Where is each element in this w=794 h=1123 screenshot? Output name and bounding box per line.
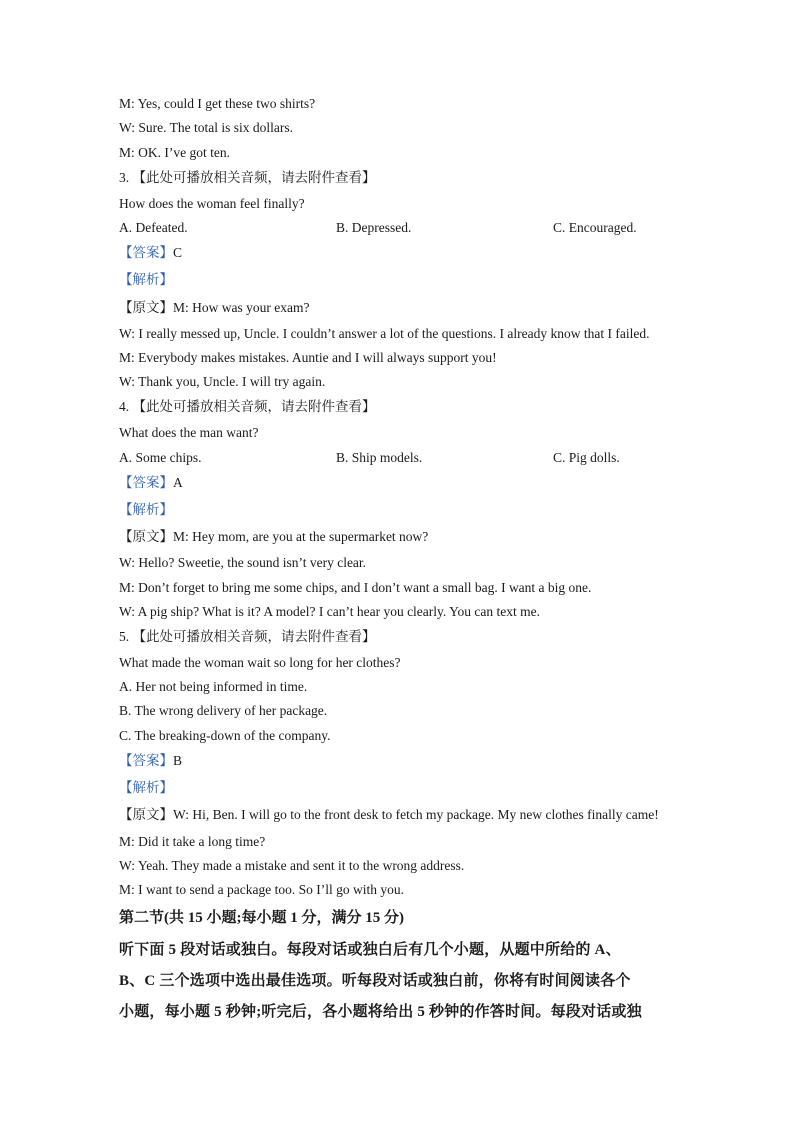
- analysis-label: 【解析】: [119, 502, 173, 517]
- answer-row: [119, 752, 182, 770]
- transcript-line: W: Thank you, Uncle. I will try again.: [119, 374, 326, 389]
- transcript-line: W: Hello? Sweetie, the sound isn’t very clear.: [119, 555, 367, 570]
- transcript-line: [119, 528, 428, 546]
- option-c: C. Pig dolls.: [553, 450, 620, 465]
- answer-value: A: [173, 475, 183, 490]
- analysis-label: 【解析】: [119, 272, 173, 287]
- dialogue-line: W: Sure. The total is six dollars.: [119, 120, 293, 135]
- transcript-line: W: Yeah. They made a mistake and sent it to the wrong address.: [119, 858, 465, 873]
- answer-label: 【答案】: [119, 475, 173, 490]
- dialogue-line: M: OK. I’ve got ten.: [119, 145, 230, 160]
- transcript-text: M: Hey mom, are you at the supermarket now?: [173, 529, 429, 544]
- option-c: C. The breaking-down of the company.: [119, 728, 331, 743]
- original-label: 【原文】: [119, 529, 173, 544]
- transcript-text: W: Hi, Ben. I will go to the front desk to fetch my package. My new clothes finally came!: [173, 807, 659, 822]
- transcript-line: M: Did it take a long time?: [119, 834, 266, 849]
- answer-row: [119, 244, 182, 262]
- transcript-line: M: Don’t forget to bring me some chips, and I don’t want a small bag. I want a big one.: [119, 580, 592, 595]
- option-a: A. Defeated.: [119, 220, 188, 235]
- original-label: 【原文】: [119, 807, 173, 822]
- instruction-line: B、C 三个选项中选出最佳选项。听每段对话或独白前，你将有时间阅读各个: [119, 973, 631, 989]
- question-text: How does the woman feel finally?: [119, 196, 305, 211]
- question-header: 5. 【此处可播放相关音频，请去附件查看】: [119, 629, 376, 644]
- transcript-line: W: I really messed up, Uncle. I couldn’t answer a lot of the questions. I already know that I failed.: [119, 326, 650, 341]
- question-text: What does the man want?: [119, 425, 259, 440]
- transcript-line: [119, 806, 659, 824]
- transcript-text: M: How was your exam?: [173, 300, 310, 315]
- transcript-line: M: I want to send a package too. So I’ll go with you.: [119, 882, 404, 897]
- original-label: 【原文】: [119, 300, 173, 315]
- instruction-line: 听下面 5 段对话或独白。每段对话或独白后有几个小题，从题中所给的 A、: [119, 942, 621, 958]
- section-title: 第二节(共 15 小题;每小题 1 分，满分 15 分): [119, 910, 404, 926]
- option-b: B. Depressed.: [336, 220, 412, 235]
- analysis-label: 【解析】: [119, 780, 173, 795]
- instruction-line: 小题，每小题 5 秒钟;听完后，各小题将给出 5 秒钟的作答时间。每段对话或独: [119, 1004, 642, 1020]
- option-a: A. Her not being informed in time.: [119, 679, 308, 694]
- answer-value: B: [173, 753, 183, 768]
- question-header: 4. 【此处可播放相关音频，请去附件查看】: [119, 399, 376, 414]
- option-b: B. The wrong delivery of her package.: [119, 703, 328, 718]
- transcript-line: [119, 299, 309, 317]
- answer-label: 【答案】: [119, 245, 173, 260]
- option-c: C. Encouraged.: [553, 220, 637, 235]
- answer-value: C: [173, 245, 183, 260]
- transcript-line: W: A pig ship? What is it? A model? I can’t hear you clearly. You can text me.: [119, 604, 541, 619]
- option-a: A. Some chips.: [119, 450, 202, 465]
- dialogue-line: M: Yes, could I get these two shirts?: [119, 96, 316, 111]
- answer-row: [119, 474, 183, 492]
- transcript-line: M: Everybody makes mistakes. Auntie and I will always support you!: [119, 350, 497, 365]
- question-text: What made the woman wait so long for her clothes?: [119, 655, 401, 670]
- answer-label: 【答案】: [119, 753, 173, 768]
- question-header: 3. 【此处可播放相关音频，请去附件查看】: [119, 170, 376, 185]
- option-b: B. Ship models.: [336, 450, 423, 465]
